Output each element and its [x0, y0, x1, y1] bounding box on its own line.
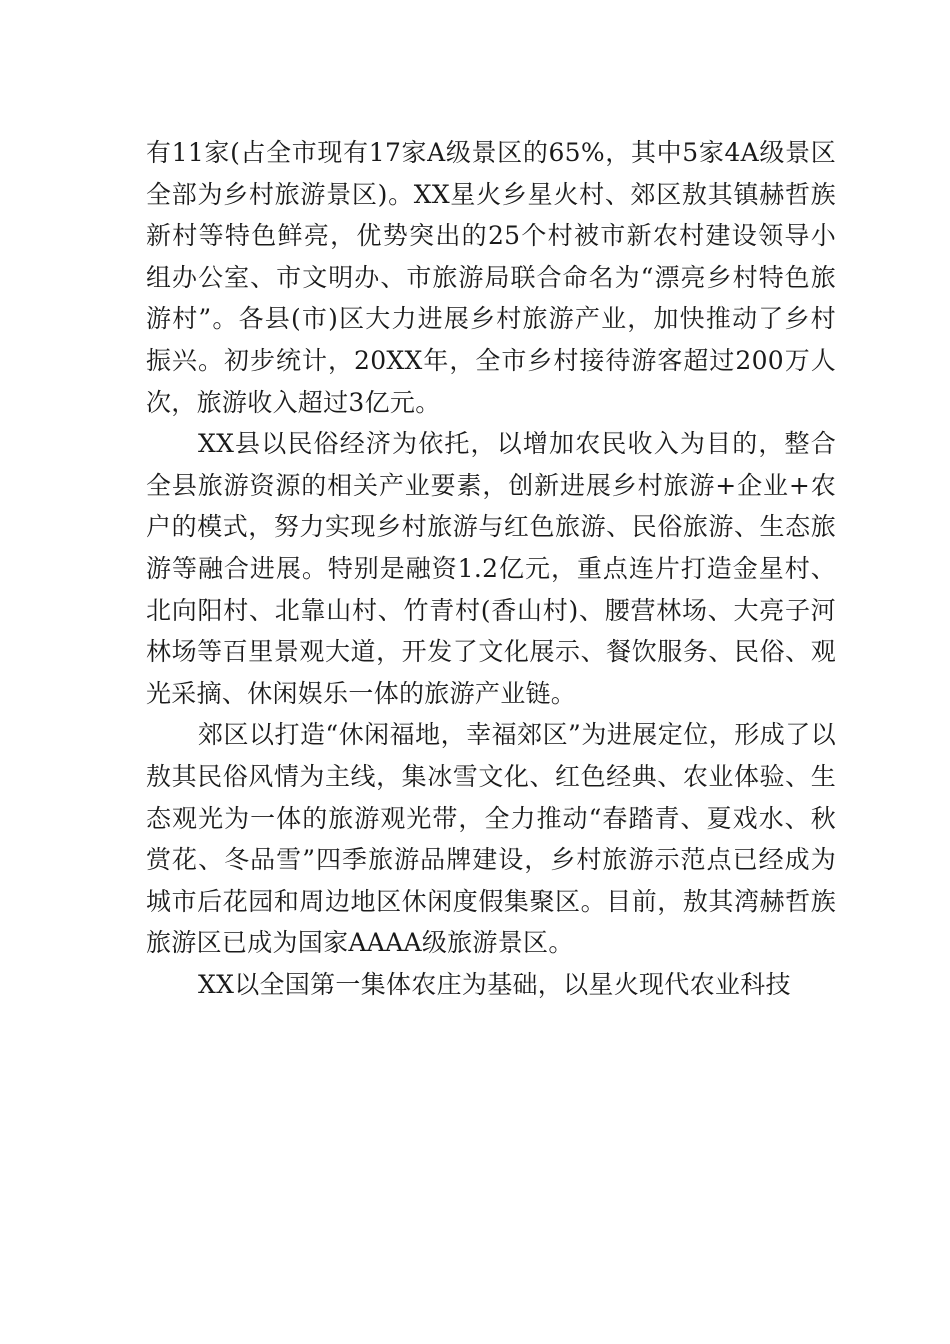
paragraph: XX以全国第一集体农庄为基础，以星火现代农业科技 — [198, 969, 791, 999]
paragraph: 郊区以打造“休闲福地，幸福郊区”为进展定位，形成了以敖其民俗风情为主线，集冰雪文化、红色经典、农业体验、生态观光为一体的旅游观光带，全力推动“春踏青、夏戏水、秋赏花、冬品雪”四季旅游品牌建设，乡村旅游示范点已经成为城市后花园和周边地区休闲度假集聚区。目前，敖其湾赫哲族旅游区已成为国家AAAA级旅游景区。 — [146, 720, 836, 958]
paragraph-continued: 有11家(占全市现有17家A级景区的65%，其中5家4A级景区全部为乡村旅游景区)。XX星火乡星火村、郊区敖其镇赫哲族新村等特色鲜亮，优势突出的25个村被市新农村建设领导小组办公室、市文明办、市旅游局联合命名为“漂亮乡村特色旅游村”。各县(市)区大力进展乡村旅游产业，加快推动了乡村振兴。初步统计，20XX年，全市乡村接待游客超过200万人次，旅游收入超过3亿元。 — [146, 138, 836, 417]
paragraph: XX县以民俗经济为依托，以增加农民收入为目的，整合全县旅游资源的相关产业要素，创新进展乡村旅游+企业+农户的模式，努力实现乡村旅游与红色旅游、民俗旅游、生态旅游等融合进展。特别是融资1.2亿元，重点连片打造金星村、北向阳村、北靠山村、竹青村(香山村)、腰营林场、大亮子河林场等百里景观大道，开发了文化展示、餐饮服务、民俗、观光采摘、休闲娱乐一体的旅游产业链。 — [146, 429, 836, 708]
document-body — [146, 132, 836, 1005]
